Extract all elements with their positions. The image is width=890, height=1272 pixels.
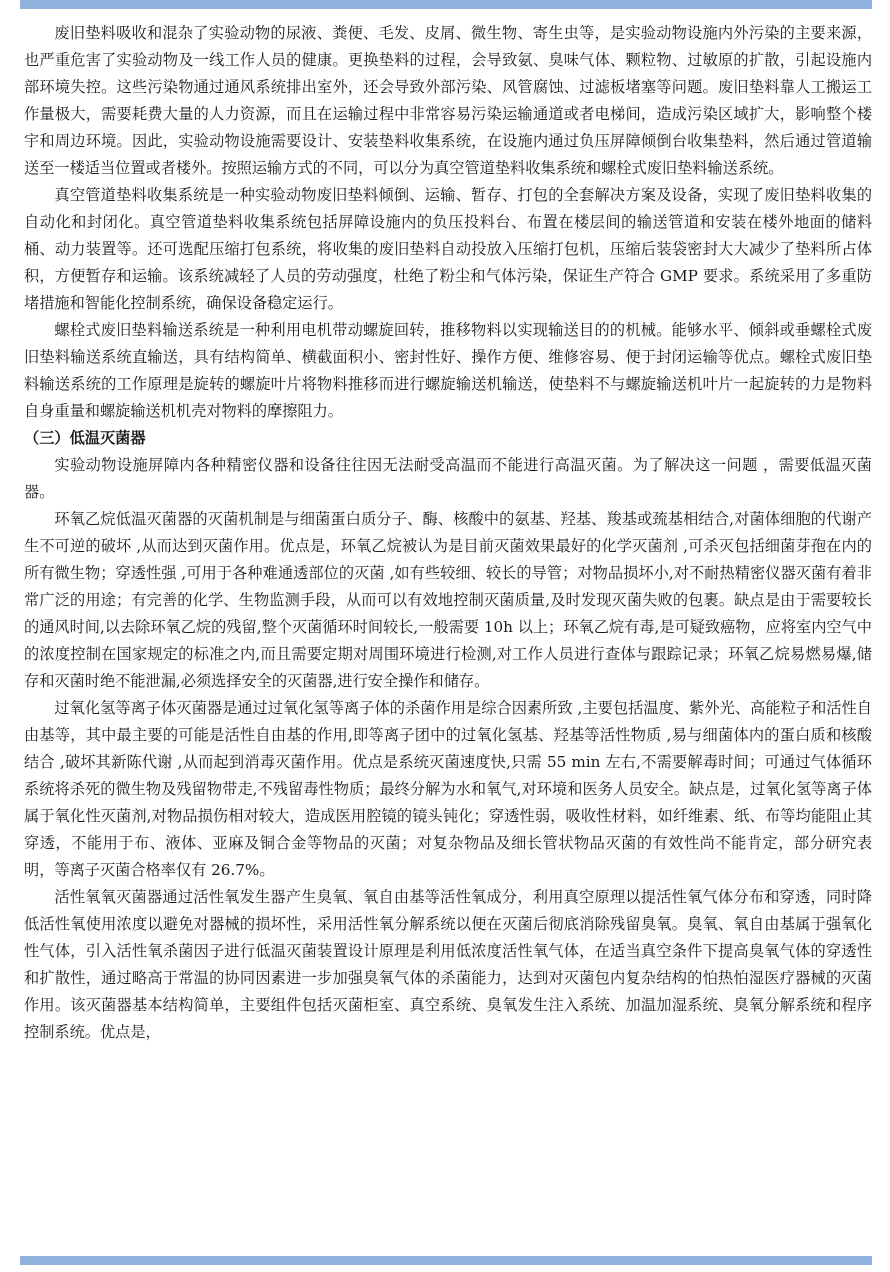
- bottom-decorative-bar: [20, 1256, 872, 1265]
- top-decorative-bar: [20, 0, 872, 9]
- paragraph-bedding-waste: 废旧垫料吸收和混杂了实验动物的尿液、粪便、毛发、皮屑、微生物、寄生虫等，是实验动物设施内外污染的主要来源，也严重危害了实验动物及一线工作人员的健康。更换垫料的过程，会导致氨、臭味气体、颗粒物、过敏原的扩散，引起设施内部环境失控。这些污染物通过通风系统排出室外，还会导致外部污染、风管腐蚀、过滤板堵塞等问题。废旧垫料靠人工搬运工作量极大，需要耗费大量的人力资源，而且在运输过程中非常容易污染运输通道或者电梯间，造成污染区域扩大，影响整个楼宇和周边环境。因此，实验动物设施需要设计、安装垫料收集系统，在设施内通过负压屏障倾倒台收集垫料，然后通过管道输送至一楼适当位置或者楼外。按照运输方式的不同，可以分为真空管道垫料收集系统和螺栓式废旧垫料输送系统。: [24, 24, 872, 177]
- document-body: [24, 20, 872, 1046]
- paragraph-vacuum-collection: 真空管道垫料收集系统是一种实验动物废旧垫料倾倒、运输、暂存、打包的全套解决方案及设备，实现了废旧垫料收集的自动化和封闭化。真空管道垫料收集系统包括屏障设施内的负压投料台、布置在楼层间的输送管道和安装在楼外地面的储料桶、动力装置等。还可选配压缩打包系统，将收集的废旧垫料自动投放入压缩打包机，压缩后装袋密封大大减少了垫料所占体积，方便暂存和运输。该系统减轻了人员的劳动强度，杜绝了粉尘和气体污染，保证生产符合 GMP 要求。系统采用了多重防堵措施和智能化控制系统，确保设备稳定运行。: [24, 186, 872, 312]
- paragraph-hydrogen-peroxide: 过氧化氢等离子体灭菌器是通过过氧化氢等离子体的杀菌作用是综合因素所致 ,主要包括温度、紫外光、高能粒子和活性自由基等，其中最主要的可能是活性自由基的作用,即等离子团中的过氧化氢基、羟基等活性物质 ,易与细菌体内的蛋白质和核酸结合 ,破坏其新陈代谢 ,从而起到消毒灭菌作用。优点是系统灭菌速度快,只需 55 min 左右,不需要解毒时间；可通过气体循环系统将杀死的微生物及残留物带走,不残留毒性物质；最终分解为水和氧气,对环境和医务人员安全。缺点是，过氧化氢等离子体属于氧化性灭菌剂,对物品损伤相对较大，造成医用腔镜的镜头钝化；穿透性弱，吸收性材料，如纤维素、纸、布等均能阻止其穿透，不能用于布、液体、亚麻及铜合金等物品的灭菌；对复杂物品及细长管状物品灭菌的有效性尚不能肯定，部分研究表明，等离子灭菌合格率仅有 26.7%。: [24, 699, 872, 879]
- paragraph-active-oxygen: 活性氧氧灭菌器通过活性氧发生器产生臭氧、氧自由基等活性氧成分，利用真空原理以提活性氧气体分布和穿透，同时降低活性氧使用浓度以避免对器械的损坏性，采用活性氧分解系统以便在灭菌后彻底消除残留臭氧。臭氧、氧自由基属于强氧化性气体，引入活性氧杀菌因子进行低温灭菌装置设计原理是利用低浓度活性氧气体，在适当真空条件下提高臭氧气体的穿透性和扩散性，通过略高于常温的协同因素进一步加强臭氧气体的杀菌能力，达到对灭菌包内复杂结构的怕热怕湿医疗器械的灭菌作用。该灭菌器基本结构简单，主要组件包括灭菌柜室、真空系统、臭氧发生注入系统、加温加湿系统、臭氧分解系统和程序控制系统。优点是，: [24, 888, 872, 1041]
- paragraph-ethylene-oxide: 环氧乙烷低温灭菌器的灭菌机制是与细菌蛋白质分子、酶、核酸中的氨基、羟基、羧基或巯基相结合,对菌体细胞的代谢产生不可逆的破坏 ,从而达到灭菌作用。优点是，环氧乙烷被认为是目前灭菌效果最好的化学灭菌剂 ,可杀灭包括细菌芽孢在内的所有微生物；穿透性强 ,可用于各种难通透部位的灭菌 ,如有些较细、较长的导管；对物品损坏小,对不耐热精密仪器灭菌有着非常广泛的用途；有完善的化学、生物监测手段，从而可以有效地控制灭菌质量,及时发现灭菌失败的包裹。缺点是由于需要较长的通风时间,以去除环氧乙烷的残留,整个灭菌循环时间较长,一般需要 10h 以上；环氧乙烷有毒,是可疑致癌物，应将室内空气中的浓度控制在国家规定的标准之内,而且需要定期对周围环境进行检测,对工作人员进行查体与跟踪记录；环氧乙烷易燃易爆,储存和灭菌时绝不能泄漏,必须选择安全的灭菌器,进行安全操作和储存。: [24, 510, 872, 690]
- paragraph-screw-conveyor: 螺栓式废旧垫料输送系统是一种利用电机带动螺旋回转，推移物料以实现输送目的的机械。能够水平、倾斜或垂螺栓式废旧垫料输送系统直输送，具有结构简单、横截面积小、密封性好、操作方便、维修容易、便于封闭运输等优点。螺栓式废旧垫料输送系统的工作原理是旋转的螺旋叶片将物料推移而进行螺旋输送机输送，使垫料不与螺旋输送机叶片一起旋转的力是物料自身重量和螺旋输送机机壳对物料的摩擦阻力。: [24, 321, 872, 420]
- paragraph-low-temp-intro: 实验动物设施屏障内各种精密仪器和设备往往因无法耐受高温而不能进行高温灭菌。为了解决这一问题 ，需要低温灭菌器。: [24, 456, 872, 501]
- section-heading: （三）低温灭菌器: [24, 429, 146, 447]
